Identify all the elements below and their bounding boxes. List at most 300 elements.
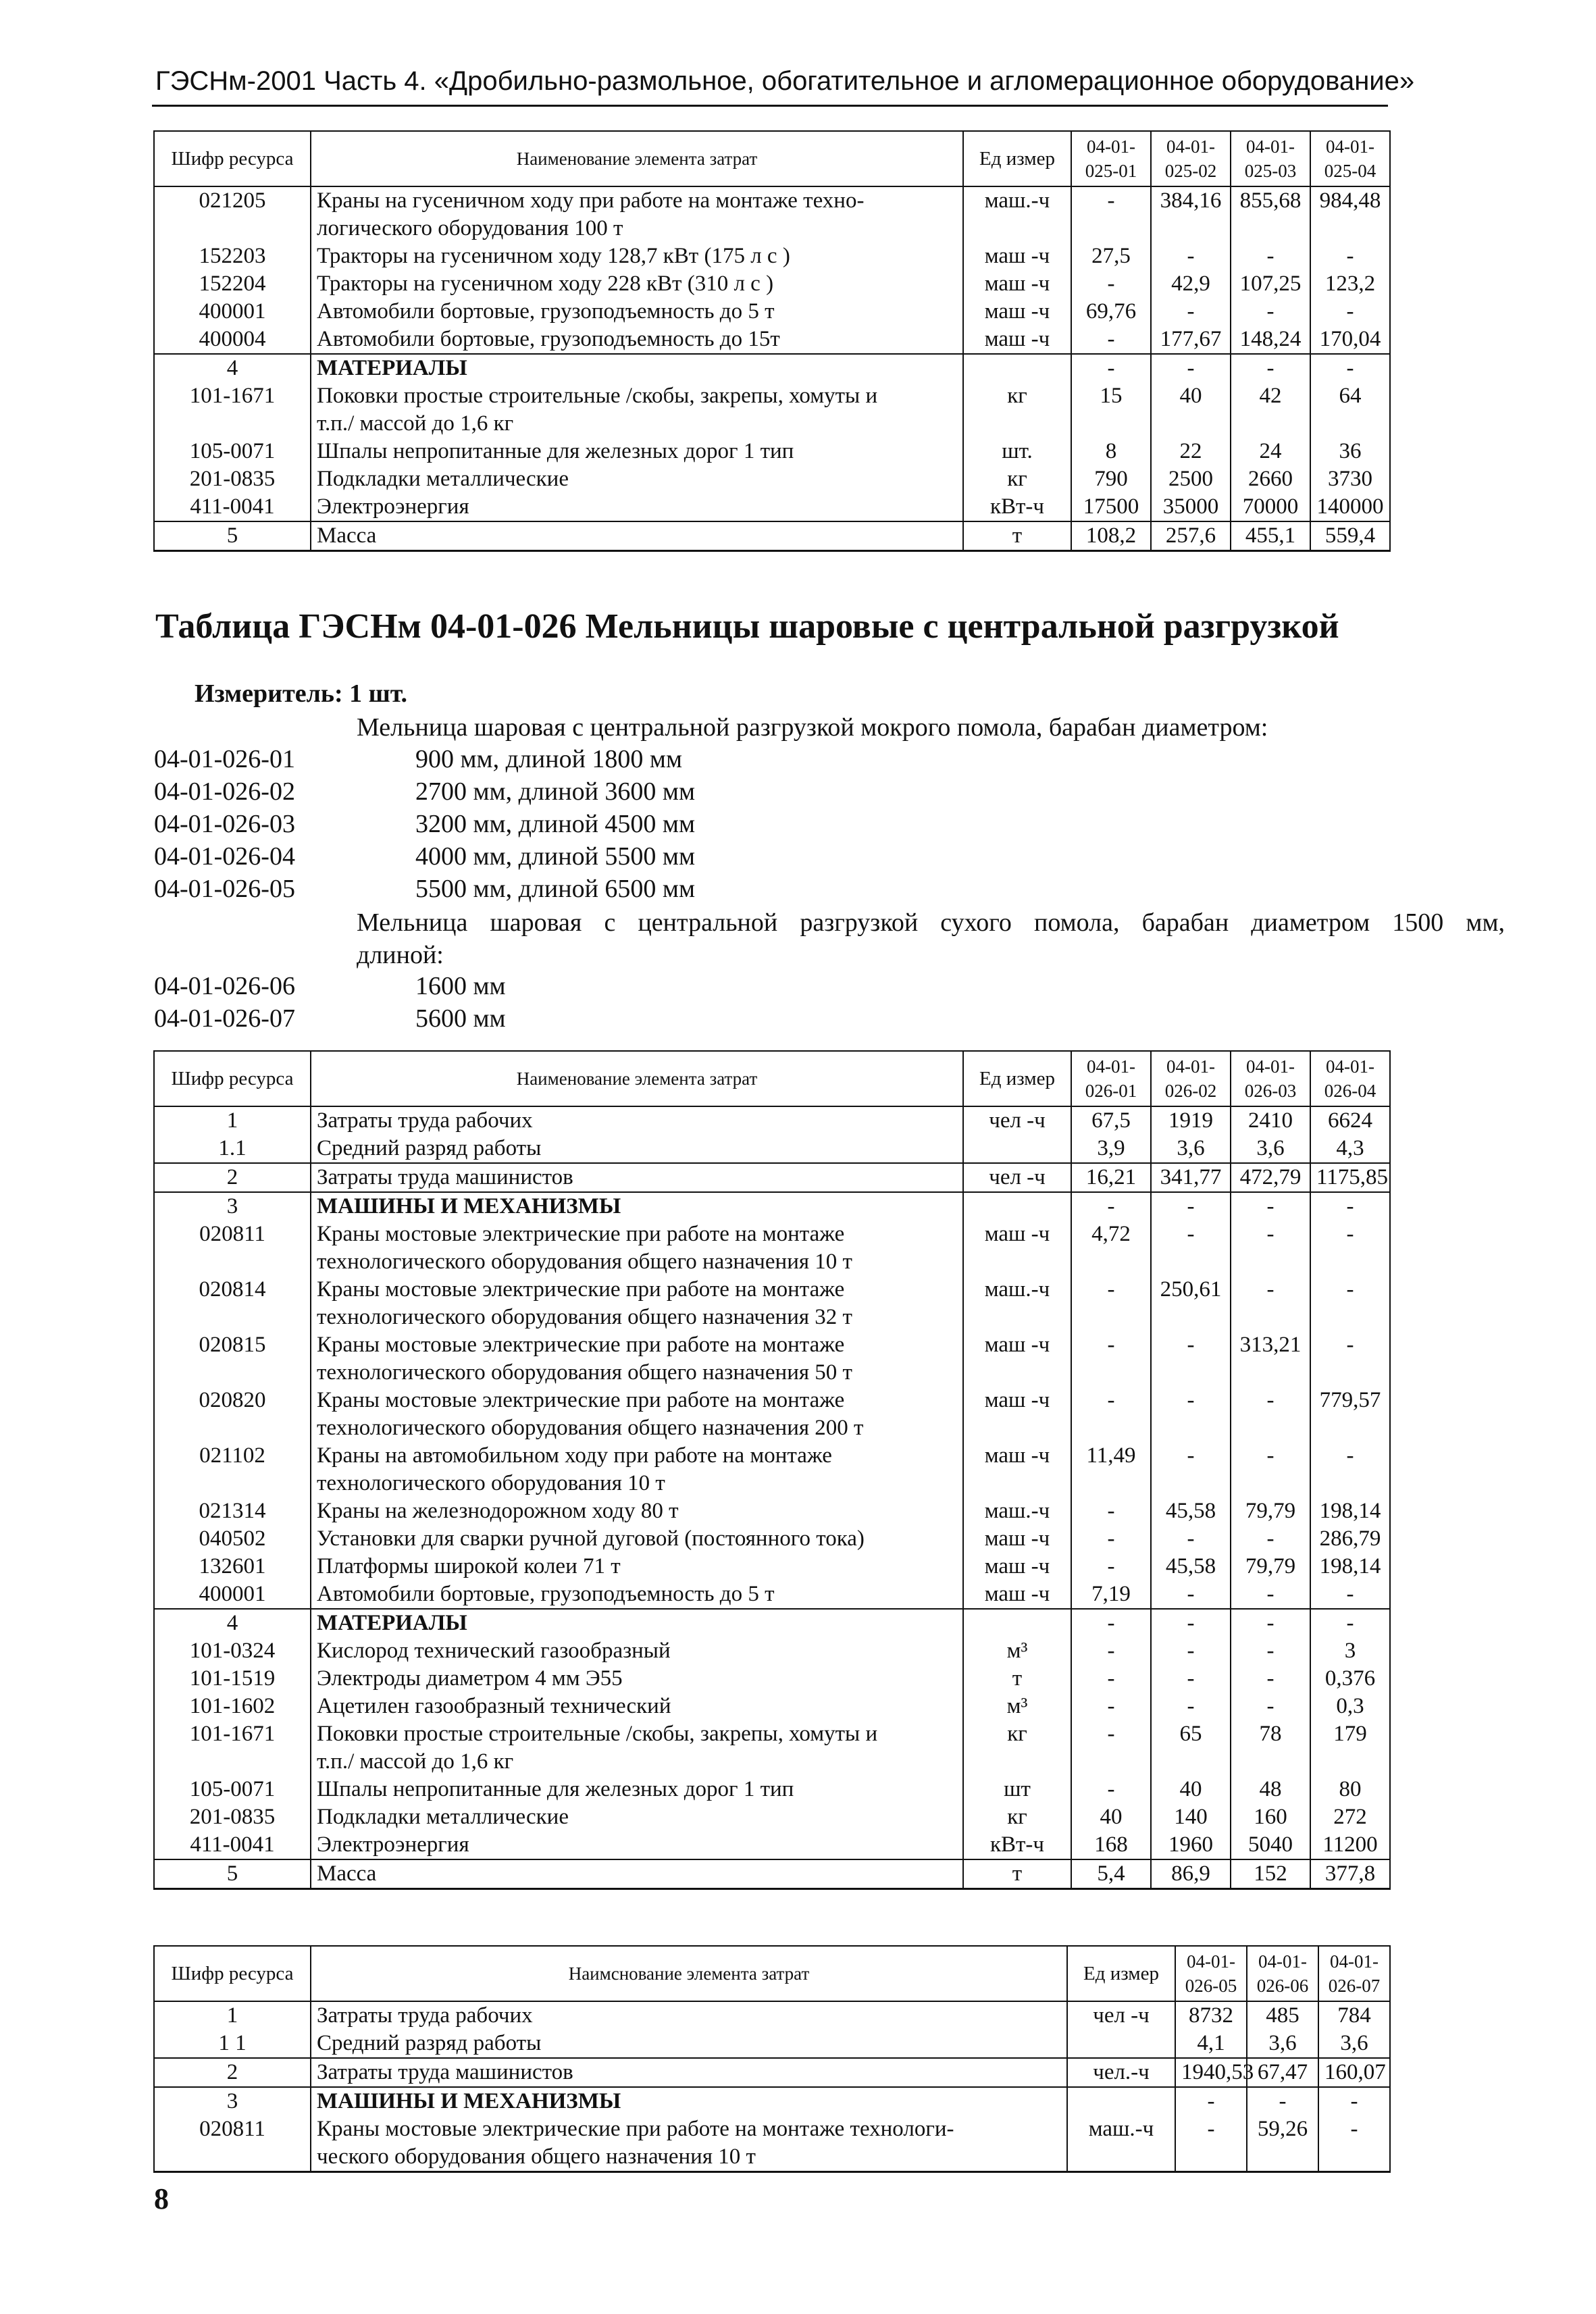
resource-code: 3 bbox=[154, 2087, 311, 2115]
norm-value: 198,14 bbox=[1310, 1553, 1390, 1580]
col-header-unit: Ед измер bbox=[1067, 1946, 1175, 2001]
norm-value: - bbox=[1310, 242, 1390, 270]
resource-code bbox=[154, 1304, 311, 1331]
norm-value: 1919 bbox=[1151, 1106, 1231, 1135]
norm-value: 257,6 bbox=[1151, 521, 1231, 551]
norm-value: 1940,53 bbox=[1175, 2058, 1247, 2087]
norm-value: - bbox=[1151, 1192, 1231, 1220]
norm-value: 4,1 bbox=[1175, 2030, 1247, 2058]
norm-value: 16,21 bbox=[1071, 1163, 1151, 1192]
cost-element-name: Установки для сварки ручной дуговой (постоянного тока) bbox=[311, 1525, 963, 1553]
cost-element-name: ческого оборудования общего назначения 10 т bbox=[311, 2143, 1067, 2172]
table-row bbox=[154, 1414, 1390, 1442]
norm-value: 35000 bbox=[1151, 493, 1231, 521]
variant-code: 04-01-026-05 bbox=[154, 875, 295, 903]
norm-value: - bbox=[1310, 1220, 1390, 1248]
resource-code: 101-1602 bbox=[154, 1693, 311, 1720]
norm-value: 1960 bbox=[1151, 1831, 1231, 1859]
norm-value bbox=[1231, 410, 1310, 438]
table-row bbox=[154, 1359, 1390, 1387]
cost-element-name: Поковки простые строительные /скобы, закрепы, хомуты и bbox=[311, 1720, 963, 1748]
unit: маш -ч bbox=[963, 1442, 1071, 1470]
table-04-01-025 bbox=[153, 130, 1391, 552]
section-row bbox=[154, 2087, 1390, 2115]
resource-code bbox=[154, 410, 311, 438]
norm-value: - bbox=[1310, 354, 1390, 382]
cost-element-name: Поковки простые строительные /скобы, закрепы, хомуты и bbox=[311, 382, 963, 410]
norm-value: - bbox=[1071, 1525, 1151, 1553]
table-row bbox=[154, 1525, 1390, 1553]
resource-code: 1 bbox=[154, 2001, 311, 2030]
resource-code: 201-0835 bbox=[154, 465, 311, 493]
norm-value bbox=[1231, 1304, 1310, 1331]
cost-element-name: т.п./ массой до 1,6 кг bbox=[311, 410, 963, 438]
table-row bbox=[154, 382, 1390, 410]
norm-value: - bbox=[1151, 1387, 1231, 1414]
unit: маш -ч bbox=[963, 270, 1071, 298]
table-row bbox=[154, 493, 1390, 521]
norm-value: 79,79 bbox=[1231, 1553, 1310, 1580]
variant-code: 04-01-026-06 bbox=[154, 972, 295, 1000]
table-row bbox=[154, 2001, 1390, 2030]
col-header-name: Наименование элемента затрат bbox=[311, 1051, 963, 1106]
table-row bbox=[154, 1693, 1390, 1720]
norm-value: 3 bbox=[1310, 1637, 1390, 1665]
unit: маш -ч bbox=[963, 298, 1071, 326]
col-header-code: Шифр ресурса bbox=[154, 1051, 311, 1106]
unit: кг bbox=[963, 1720, 1071, 1748]
cost-element-name: Краны на гусеничном ходу при работе на монтаже техно- bbox=[311, 186, 963, 215]
norm-value: 250,61 bbox=[1151, 1276, 1231, 1304]
cost-element-name: МАТЕРИАЛЫ bbox=[311, 1609, 963, 1637]
unit: м³ bbox=[963, 1693, 1071, 1720]
col-header-name: Наимснование элемента затрат bbox=[311, 1946, 1067, 2001]
norm-value: - bbox=[1231, 1192, 1310, 1220]
norm-value: - bbox=[1071, 186, 1151, 215]
norm-value: 177,67 bbox=[1151, 326, 1231, 354]
resource-code: 400004 bbox=[154, 326, 311, 354]
norm-value: - bbox=[1231, 1387, 1310, 1414]
unit: кВт-ч bbox=[963, 1831, 1071, 1859]
cost-element-name: технологического оборудования общего назначения 32 т bbox=[311, 1304, 963, 1331]
norm-value bbox=[1071, 1304, 1151, 1331]
norm-value: 559,4 bbox=[1310, 521, 1390, 551]
resource-code: 020820 bbox=[154, 1387, 311, 1414]
norm-value: - bbox=[1231, 1665, 1310, 1693]
norm-value: 15 bbox=[1071, 382, 1151, 410]
unit: маш -ч bbox=[963, 1220, 1071, 1248]
table-row bbox=[154, 1665, 1390, 1693]
norm-value: 148,24 bbox=[1231, 326, 1310, 354]
table-body bbox=[154, 186, 1390, 551]
resource-code: 411-0041 bbox=[154, 1831, 311, 1859]
norm-value: - bbox=[1310, 1442, 1390, 1470]
unit: маш -ч bbox=[963, 1525, 1071, 1553]
norm-value: 22 bbox=[1151, 438, 1231, 465]
col-header-variant: 04-01-026-01 bbox=[1071, 1051, 1151, 1106]
cost-element-name: т.п./ массой до 1,6 кг bbox=[311, 1748, 963, 1776]
norm-value: 984,48 bbox=[1310, 186, 1390, 215]
norm-value bbox=[1151, 1470, 1231, 1497]
norm-value bbox=[1231, 215, 1310, 242]
norm-value: - bbox=[1151, 1331, 1231, 1359]
resource-code: 020811 bbox=[154, 2115, 311, 2143]
norm-value: - bbox=[1071, 270, 1151, 298]
norm-value bbox=[1151, 215, 1231, 242]
resource-code: 101-0324 bbox=[154, 1637, 311, 1665]
col-header-code: Шифр ресурса bbox=[154, 131, 311, 186]
table-row bbox=[154, 1553, 1390, 1580]
section-row bbox=[154, 1192, 1390, 1220]
intro-dry-grinding: Мельница шаровая с центральной разгрузкой сухого помола, барабан диаметром 1500 мм, bbox=[357, 908, 1505, 937]
variant-code: 04-01-026-03 bbox=[154, 810, 295, 838]
norm-value: 78 bbox=[1231, 1720, 1310, 1748]
norm-value: - bbox=[1071, 1497, 1151, 1525]
norm-value bbox=[1071, 1248, 1151, 1276]
norm-value: - bbox=[1071, 326, 1151, 354]
table-row bbox=[154, 1387, 1390, 1414]
unit bbox=[963, 1609, 1071, 1637]
table-row bbox=[154, 1580, 1390, 1609]
resource-code: 105-0071 bbox=[154, 1776, 311, 1803]
table-row bbox=[154, 1497, 1390, 1525]
norm-value: 160,07 bbox=[1318, 2058, 1390, 2087]
resource-code: 105-0071 bbox=[154, 438, 311, 465]
unit: т bbox=[963, 1665, 1071, 1693]
norm-value: 123,2 bbox=[1310, 270, 1390, 298]
norm-value: - bbox=[1151, 1609, 1231, 1637]
cost-element-name: Затраты труда машинистов bbox=[311, 1163, 963, 1192]
col-header-code: Шифр ресурса bbox=[154, 1946, 311, 2001]
norm-value: - bbox=[1231, 1220, 1310, 1248]
norm-value: 45,58 bbox=[1151, 1497, 1231, 1525]
norm-value: - bbox=[1071, 1665, 1151, 1693]
norm-value: - bbox=[1231, 1580, 1310, 1609]
resource-code: 101-1519 bbox=[154, 1665, 311, 1693]
norm-value: - bbox=[1071, 1331, 1151, 1359]
norm-value: 0,3 bbox=[1310, 1693, 1390, 1720]
norm-value: 48 bbox=[1231, 1776, 1310, 1803]
table-04-01-026-a bbox=[153, 1050, 1391, 1890]
unit bbox=[1067, 2087, 1175, 2115]
norm-value: - bbox=[1071, 1693, 1151, 1720]
norm-value: - bbox=[1151, 1637, 1231, 1665]
unit: маш -ч bbox=[963, 1553, 1071, 1580]
norm-value: 24 bbox=[1231, 438, 1310, 465]
unit bbox=[963, 1192, 1071, 1220]
norm-value: 286,79 bbox=[1310, 1525, 1390, 1553]
resource-code: 101-1671 bbox=[154, 1720, 311, 1748]
norm-value: - bbox=[1175, 2115, 1247, 2143]
resource-code: 021205 bbox=[154, 186, 311, 215]
norm-value: 36 bbox=[1310, 438, 1390, 465]
norm-value bbox=[1310, 1304, 1390, 1331]
resource-code: 5 bbox=[154, 521, 311, 551]
cost-element-name: МАШИНЫ И МЕХАНИЗМЫ bbox=[311, 2087, 1067, 2115]
table-row bbox=[154, 410, 1390, 438]
norm-value: - bbox=[1310, 1609, 1390, 1637]
norm-value: 855,68 bbox=[1231, 186, 1310, 215]
measure-unit: Измеритель: 1 шт. bbox=[195, 679, 408, 708]
norm-value: - bbox=[1231, 1276, 1310, 1304]
table-title: Таблица ГЭСНм 04-01-026 Мельницы шаровые с центральной разгрузкой bbox=[155, 607, 1339, 646]
norm-value bbox=[1071, 1748, 1151, 1776]
unit: маш.-ч bbox=[963, 1276, 1071, 1304]
norm-value: - bbox=[1310, 1192, 1390, 1220]
unit: кг bbox=[963, 1803, 1071, 1831]
resource-code: 020815 bbox=[154, 1331, 311, 1359]
resource-code: 020811 bbox=[154, 1220, 311, 1248]
norm-value bbox=[1151, 1748, 1231, 1776]
cost-element-name: технологического оборудования общего назначения 50 т bbox=[311, 1359, 963, 1387]
norm-value: 384,16 bbox=[1151, 186, 1231, 215]
cost-element-name: технологического оборудования общего назначения 200 т bbox=[311, 1414, 963, 1442]
norm-value: - bbox=[1231, 242, 1310, 270]
cost-element-name: Краны мостовые электрические при работе на монтаже bbox=[311, 1331, 963, 1359]
col-header-variant: 04-01-026-05 bbox=[1175, 1946, 1247, 2001]
unit bbox=[963, 410, 1071, 438]
norm-value: 2660 bbox=[1231, 465, 1310, 493]
col-header-unit: Ед измер bbox=[963, 131, 1071, 186]
section-row bbox=[154, 354, 1390, 382]
norm-value: 8732 bbox=[1175, 2001, 1247, 2030]
cost-element-name: Ацетилен газообразный технический bbox=[311, 1693, 963, 1720]
variant-text: 4000 мм, длиной 5500 мм bbox=[415, 842, 695, 871]
table-row bbox=[154, 242, 1390, 270]
unit: маш -ч bbox=[963, 326, 1071, 354]
norm-value: 2500 bbox=[1151, 465, 1231, 493]
cost-element-name: технологического оборудования 10 т bbox=[311, 1470, 963, 1497]
resource-code: 020814 bbox=[154, 1276, 311, 1304]
resource-code: 201-0835 bbox=[154, 1803, 311, 1831]
norm-value bbox=[1071, 410, 1151, 438]
norm-value: - bbox=[1071, 1637, 1151, 1665]
unit: чел.-ч bbox=[1067, 2058, 1175, 2087]
cost-element-name: Затраты труда рабочих bbox=[311, 2001, 1067, 2030]
norm-value bbox=[1310, 1470, 1390, 1497]
norm-value bbox=[1310, 410, 1390, 438]
variant-text: 900 мм, длиной 1800 мм bbox=[415, 745, 682, 773]
norm-value: - bbox=[1231, 354, 1310, 382]
cost-element-name: МАТЕРИАЛЫ bbox=[311, 354, 963, 382]
cost-element-name: Затраты труда рабочих bbox=[311, 1106, 963, 1135]
norm-value: 170,04 bbox=[1310, 326, 1390, 354]
norm-value bbox=[1231, 1414, 1310, 1442]
norm-value: - bbox=[1318, 2087, 1390, 2115]
table-row bbox=[154, 438, 1390, 465]
resource-code: 400001 bbox=[154, 1580, 311, 1609]
norm-value: 65 bbox=[1151, 1720, 1231, 1748]
resource-code: 152203 bbox=[154, 242, 311, 270]
norm-value: 140000 bbox=[1310, 493, 1390, 521]
norm-value bbox=[1151, 1304, 1231, 1331]
variant-text: 3200 мм, длиной 4500 мм bbox=[415, 810, 695, 838]
cost-element-name: Электроэнергия bbox=[311, 1831, 963, 1859]
norm-value bbox=[1231, 1359, 1310, 1387]
table-row bbox=[154, 215, 1390, 242]
norm-value: 27,5 bbox=[1071, 242, 1151, 270]
page-number: 8 bbox=[154, 2182, 169, 2215]
cost-element-name: Затраты труда машинистов bbox=[311, 2058, 1067, 2087]
col-header-variant: 04-01-025-02 bbox=[1151, 131, 1231, 186]
unit: маш.-ч bbox=[963, 186, 1071, 215]
unit: чел -ч bbox=[963, 1163, 1071, 1192]
col-header-variant: 04-01-025-03 bbox=[1231, 131, 1310, 186]
cost-element-name: Электроэнергия bbox=[311, 493, 963, 521]
col-header-variant: 04-01-025-01 bbox=[1071, 131, 1151, 186]
norm-value: 160 bbox=[1231, 1803, 1310, 1831]
table-row bbox=[154, 1720, 1390, 1748]
col-header-variant: 04-01-025-04 bbox=[1310, 131, 1390, 186]
unit: шт. bbox=[963, 438, 1071, 465]
table-row bbox=[154, 2058, 1390, 2087]
unit bbox=[1067, 2030, 1175, 2058]
norm-value: - bbox=[1071, 1553, 1151, 1580]
cost-element-name: Тракторы на гусеничном ходу 228 кВт (310 л с ) bbox=[311, 270, 963, 298]
unit: т bbox=[963, 1859, 1071, 1889]
cost-element-name: Краны мостовые электрические при работе на монтаже bbox=[311, 1387, 963, 1414]
table-row bbox=[154, 465, 1390, 493]
norm-value: - bbox=[1151, 1525, 1231, 1553]
norm-value: - bbox=[1310, 1331, 1390, 1359]
resource-code bbox=[154, 1414, 311, 1442]
unit: кг bbox=[963, 382, 1071, 410]
header-rule bbox=[152, 105, 1388, 107]
norm-value: 8 bbox=[1071, 438, 1151, 465]
cost-element-name: Автомобили бортовые, грузоподъемность до 5 т bbox=[311, 298, 963, 326]
variant-code: 04-01-026-04 bbox=[154, 842, 295, 871]
col-header-variant: 04-01-026-07 bbox=[1318, 1946, 1390, 2001]
resource-code: 1.1 bbox=[154, 1135, 311, 1163]
variant-text: 5500 мм, длиной 6500 мм bbox=[415, 875, 695, 903]
table-row bbox=[154, 1304, 1390, 1331]
norm-value: - bbox=[1151, 354, 1231, 382]
norm-value: 5,4 bbox=[1071, 1859, 1151, 1889]
unit bbox=[963, 1248, 1071, 1276]
norm-value: - bbox=[1071, 354, 1151, 382]
norm-value: 3,6 bbox=[1318, 2030, 1390, 2058]
norm-value: 67,5 bbox=[1071, 1106, 1151, 1135]
col-header-variant: 04-01-026-06 bbox=[1247, 1946, 1318, 2001]
norm-value: 17500 bbox=[1071, 493, 1151, 521]
norm-value: 0,376 bbox=[1310, 1665, 1390, 1693]
resource-code: 1 bbox=[154, 1106, 311, 1135]
unit bbox=[963, 1414, 1071, 1442]
table-row bbox=[154, 1470, 1390, 1497]
table-row bbox=[154, 1748, 1390, 1776]
norm-value: 784 bbox=[1318, 2001, 1390, 2030]
norm-value bbox=[1151, 1248, 1231, 1276]
cost-element-name: логического оборудования 100 т bbox=[311, 215, 963, 242]
table-row bbox=[154, 1803, 1390, 1831]
cost-element-name: Автомобили бортовые, грузоподъемность до 5 т bbox=[311, 1580, 963, 1609]
norm-value: 40 bbox=[1071, 1803, 1151, 1831]
intro-dry-grinding-cont: длиной: bbox=[357, 941, 444, 969]
section-row bbox=[154, 1609, 1390, 1637]
col-header-name: Наименование элемента затрат bbox=[311, 131, 963, 186]
norm-value: - bbox=[1151, 1442, 1231, 1470]
norm-value: - bbox=[1151, 1665, 1231, 1693]
resource-code: 411-0041 bbox=[154, 493, 311, 521]
cost-element-name: Краны на железнодорожном ходу 80 т bbox=[311, 1497, 963, 1525]
norm-value bbox=[1231, 1248, 1310, 1276]
norm-value bbox=[1310, 1248, 1390, 1276]
norm-value bbox=[1310, 1414, 1390, 1442]
norm-value: - bbox=[1071, 1192, 1151, 1220]
table-row bbox=[154, 2143, 1390, 2172]
norm-value: 472,79 bbox=[1231, 1163, 1310, 1192]
table-row bbox=[154, 1135, 1390, 1163]
cost-element-name: Краны на автомобильном ходу при работе на монтаже bbox=[311, 1442, 963, 1470]
norm-value: - bbox=[1151, 298, 1231, 326]
cost-element-name: Тракторы на гусеничном ходу 128,7 кВт (175 л с ) bbox=[311, 242, 963, 270]
unit bbox=[963, 1359, 1071, 1387]
norm-value: 64 bbox=[1310, 382, 1390, 410]
unit bbox=[963, 1748, 1071, 1776]
table-row bbox=[154, 298, 1390, 326]
resource-code bbox=[154, 2143, 311, 2172]
norm-value: - bbox=[1071, 1776, 1151, 1803]
unit: маш.-ч bbox=[1067, 2115, 1175, 2143]
resource-code: 2 bbox=[154, 1163, 311, 1192]
table-row bbox=[154, 1220, 1390, 1248]
norm-value: 790 bbox=[1071, 465, 1151, 493]
norm-value: 140 bbox=[1151, 1803, 1231, 1831]
norm-value: - bbox=[1071, 1720, 1151, 1748]
cost-element-name: Средний разряд работы bbox=[311, 1135, 963, 1163]
norm-value bbox=[1310, 1748, 1390, 1776]
resource-code bbox=[154, 1470, 311, 1497]
norm-value: 11,49 bbox=[1071, 1442, 1151, 1470]
norm-value: 341,77 bbox=[1151, 1163, 1231, 1192]
cost-element-name: Средний разряд работы bbox=[311, 2030, 1067, 2058]
norm-value: - bbox=[1231, 298, 1310, 326]
norm-value: 86,9 bbox=[1151, 1859, 1231, 1889]
norm-value: 40 bbox=[1151, 382, 1231, 410]
norm-value: - bbox=[1310, 1276, 1390, 1304]
norm-value: 1175,85 bbox=[1310, 1163, 1390, 1192]
col-header-variant: 04-01-026-02 bbox=[1151, 1051, 1231, 1106]
intro-wet-grinding: Мельница шаровая с центральной разгрузкой мокрого помола, барабан диаметром: bbox=[357, 713, 1268, 742]
norm-value bbox=[1310, 215, 1390, 242]
norm-value: 455,1 bbox=[1231, 521, 1310, 551]
norm-value: 3,9 bbox=[1071, 1135, 1151, 1163]
cost-element-name: Масса bbox=[311, 1859, 963, 1889]
norm-value bbox=[1231, 1748, 1310, 1776]
unit: шт bbox=[963, 1776, 1071, 1803]
cost-element-name: Кислород технический газообразный bbox=[311, 1637, 963, 1665]
norm-value: 40 bbox=[1151, 1776, 1231, 1803]
norm-value: 70000 bbox=[1231, 493, 1310, 521]
unit bbox=[963, 1304, 1071, 1331]
norm-value: 45,58 bbox=[1151, 1553, 1231, 1580]
unit: чел -ч bbox=[1067, 2001, 1175, 2030]
table-body bbox=[154, 1106, 1390, 1889]
unit: маш -ч bbox=[963, 1580, 1071, 1609]
table-row bbox=[154, 186, 1390, 215]
norm-value: - bbox=[1231, 1525, 1310, 1553]
resource-code: 021314 bbox=[154, 1497, 311, 1525]
unit bbox=[963, 1135, 1071, 1163]
norm-value: 3,6 bbox=[1231, 1135, 1310, 1163]
cost-element-name: Краны мостовые электрические при работе на монтаже bbox=[311, 1220, 963, 1248]
norm-value: 2410 bbox=[1231, 1106, 1310, 1135]
norm-value bbox=[1318, 2143, 1390, 2172]
norm-value: - bbox=[1231, 1609, 1310, 1637]
cost-element-name: Шпалы непропитанные для железных дорог 1 тип bbox=[311, 1776, 963, 1803]
resource-code: 021102 bbox=[154, 1442, 311, 1470]
norm-value: - bbox=[1175, 2087, 1247, 2115]
